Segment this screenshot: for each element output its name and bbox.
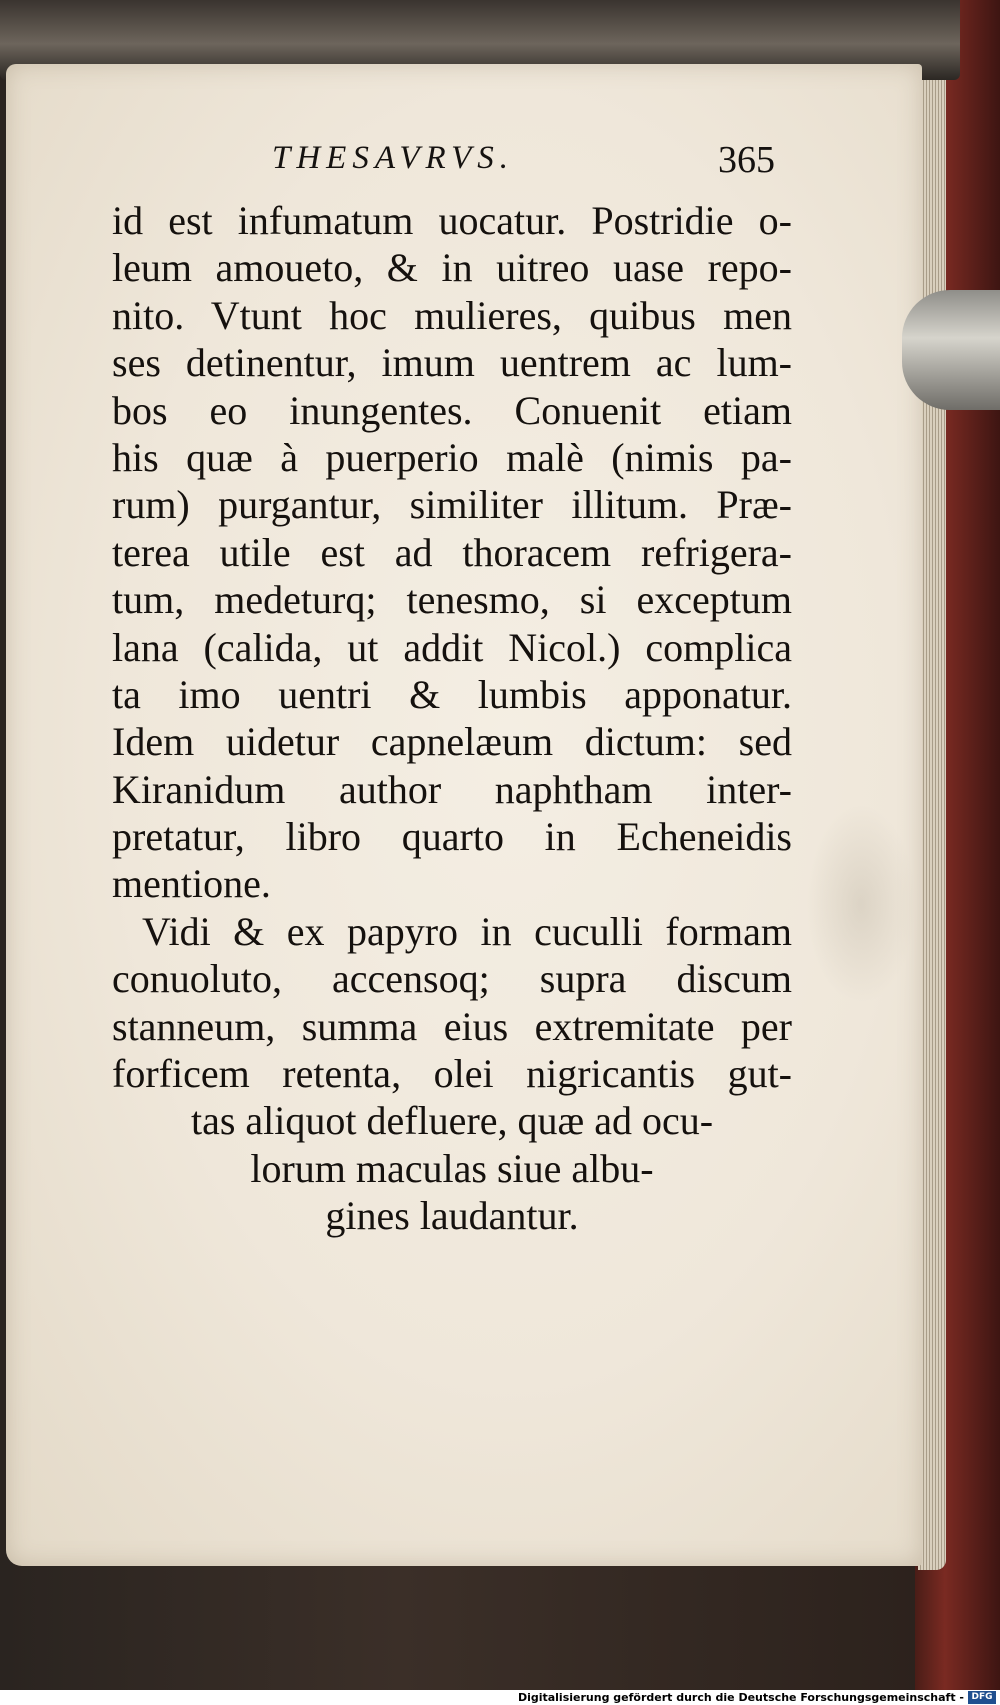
page-number: 365 [718, 139, 775, 181]
text-line: ta imo uentri & lumbis apponatur. [112, 671, 792, 717]
text-line: Idem uidetur capnelæum dictum: sed [112, 719, 792, 765]
page-edges [918, 40, 946, 1570]
text-line: bos eo inungentes. Conuenit etiam [112, 387, 792, 433]
text-line: nito. Vtunt hoc mulieres, quibus men [112, 292, 792, 338]
text-line: his quæ à puerperio malè (nimis pa- [112, 434, 792, 480]
text-line: tum, medeturq; tenesmo, si exceptum [112, 577, 792, 623]
text-line: forficem retenta, olei nigricantis gut- [112, 1051, 792, 1097]
body-text [112, 197, 792, 1240]
dfg-logo: DFG [968, 1691, 996, 1704]
footer-credit: Digitalisierung gefördert durch die Deutsche Forschungsgemeinschaft - [517, 1691, 964, 1704]
page-stain [806, 804, 916, 1004]
text-line: conuoluto, accensoq; supra discum [112, 956, 792, 1002]
text-line: lana (calida, ut addit Nicol.) complica [112, 624, 792, 670]
text-line: pretatur, libro quarto in Echeneidis [112, 814, 792, 860]
text-line: tas aliquot defluere, quæ ad ocu- [190, 1098, 714, 1144]
text-line: id est infumatum uocatur. Postridie o- [112, 198, 792, 243]
page-clip-icon [902, 290, 1000, 410]
text-line: lorum maculas siue albu- [250, 1145, 654, 1191]
text-line: terea utile est ad thoracem refrigera- [112, 529, 792, 575]
text-line: Kiranidum author naphtham inter- [112, 766, 792, 812]
running-title: THESAVRVS. [272, 140, 514, 176]
text-line: gines laudantur. [325, 1193, 579, 1239]
text-line: Vidi & ex papyro in cuculli formam [142, 908, 792, 954]
text-line: ses detinentur, imum uentrem ac lum- [112, 340, 792, 386]
text-line: rum) purgantur, similiter illitum. Præ- [112, 482, 792, 528]
text-line: stanneum, summa eius extremitate per [112, 1003, 792, 1049]
text-line: mentione. [112, 861, 271, 907]
text-line: leum amoueto, & in uitreo uase repo- [112, 245, 792, 291]
